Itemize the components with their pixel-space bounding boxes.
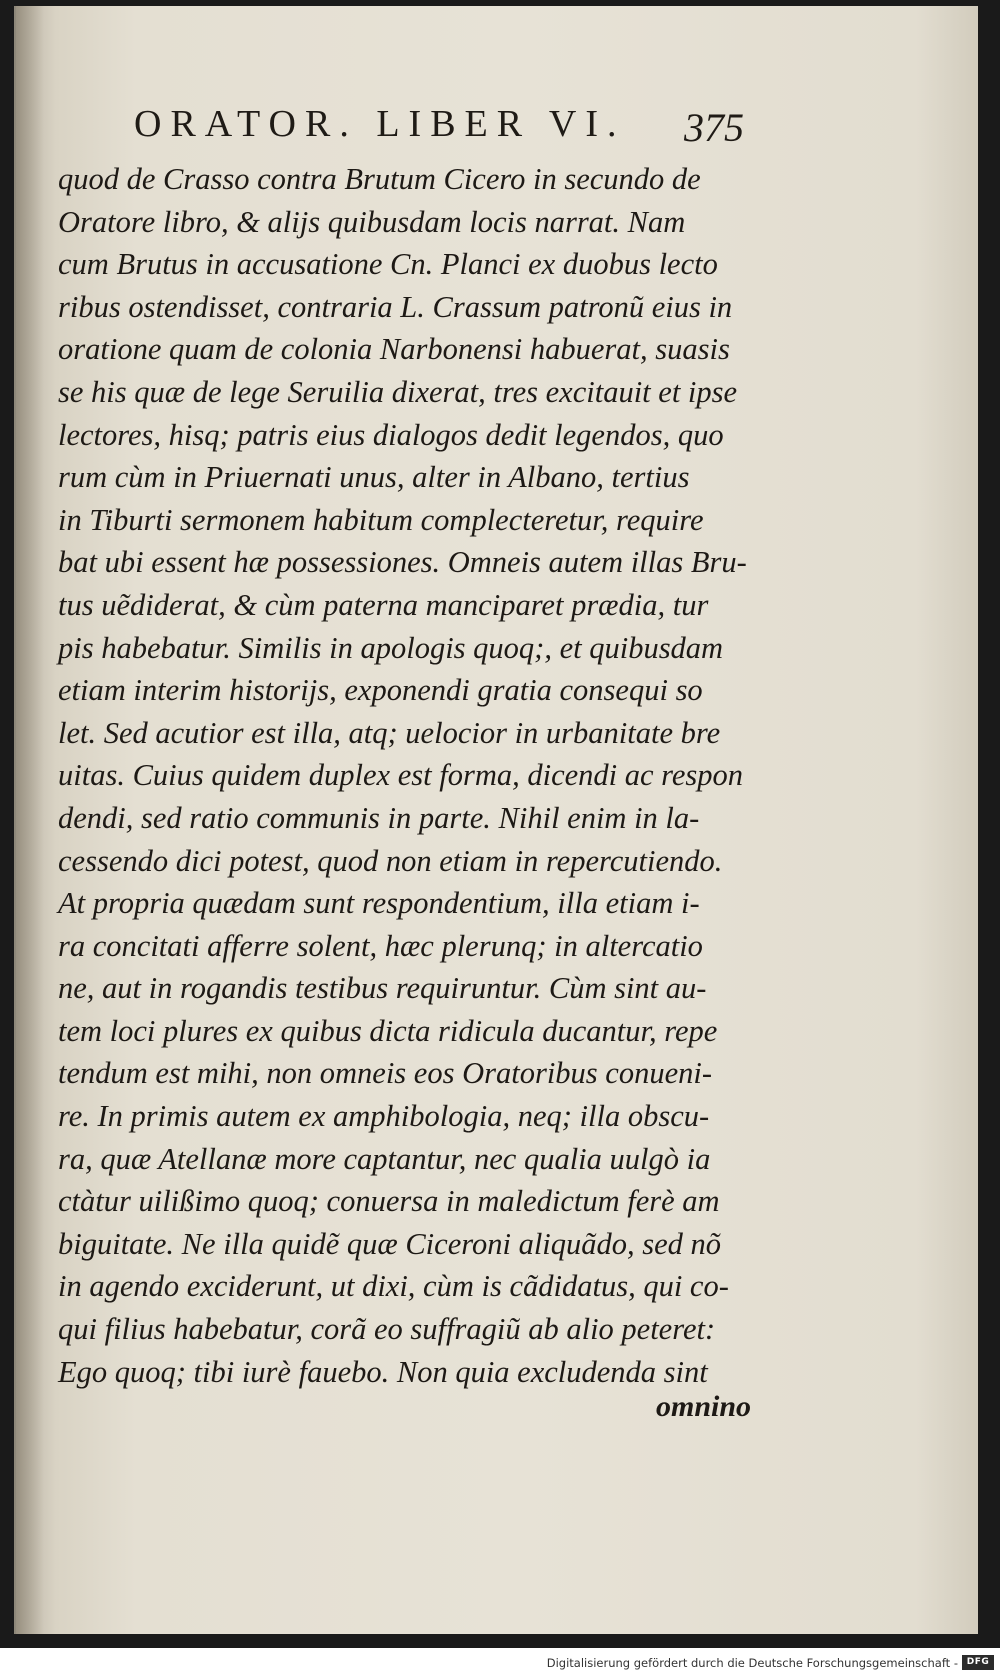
text-line: tendum est mihi, non omneis eos Oratoribus conueni-: [58, 1056, 712, 1091]
text-line: re. In primis autem ex amphibologia, neq; illa obscu-: [58, 1099, 710, 1134]
text-line: ra, quæ Atellanæ more captantur, nec qualia uulgò ia: [58, 1141, 711, 1176]
book-page: [14, 6, 978, 1634]
text-line: tem loci plures ex quibus dicta ridicula ducantur, repe: [58, 1013, 718, 1048]
text-line: let. Sed acutior est illa, atq; uelocior in urbanitate bre: [58, 715, 721, 750]
text-line: quod de Crasso contra Brutum Cicero in secundo de: [58, 162, 701, 196]
text-line: ne, aut in rogandis testibus requiruntur. Cùm sint au-: [58, 971, 707, 1006]
text-line: bat ubi essent hæ possessiones. Omneis autem illas Bru-: [58, 545, 747, 580]
text-line: tus uẽdiderat, & cùm paterna manciparet prædia, tur: [58, 587, 709, 622]
text-line: pis habebatur. Similis in apologis quoq;, et quibusdam: [58, 630, 724, 665]
text-line: ctàtur uilißimo quoq; conuersa in maledictum ferè am: [58, 1184, 720, 1219]
text-line: ra concitati afferre solent, hæc plerunq; in altercatio: [58, 928, 703, 963]
text-line: Oratore libro, & alijs quibusdam locis narrat. Nam: [58, 204, 686, 239]
text-line: lectores, hisq; patris eius dialogos dedit legendos, quo: [58, 417, 724, 452]
text-line: cessendo dici potest, quod non etiam in repercutiendo.: [58, 843, 723, 878]
catchword: omnino: [656, 1390, 752, 1423]
text-line: se his quæ de lege Seruilia dixerat, tres excitauit et ipse: [58, 374, 738, 409]
text-line: ribus ostendisset, contraria L. Crassum patronũ eius in: [58, 289, 733, 324]
running-head: ORATOR. LIBER VI.: [134, 103, 626, 145]
page-number: 375: [684, 105, 744, 150]
text-line: At propria quædam sunt respondentium, illa etiam i-: [58, 886, 700, 921]
text-line: etiam interim historijs, exponendi gratia consequi so: [58, 673, 703, 708]
text-line: in Tiburti sermonem habitum complecteretur, require: [58, 502, 704, 537]
text-line: oratione quam de colonia Narbonensi habuerat, suasis: [58, 332, 730, 367]
text-line: dendi, sed ratio communis in parte. Nihil enim in la-: [58, 800, 700, 835]
text-line: Ego quoq; tibi iurè fauebo. Non quia excludenda sint: [58, 1354, 708, 1389]
body-text: [58, 158, 768, 1393]
text-line: in agendo exciderunt, ut dixi, cùm is cãdidatus, qui co-: [58, 1269, 729, 1304]
funding-credit: Digitalisierung gefördert durch die Deutsche Forschungsgemeinschaft -: [546, 1656, 958, 1670]
dfg-logo-icon: DFG: [962, 1655, 994, 1670]
text-line: cum Brutus in accusatione Cn. Planci ex duobus lecto: [58, 247, 718, 282]
text-line: uitas. Cuius quidem duplex est forma, dicendi ac respon: [58, 758, 744, 793]
text-line: qui filius habebatur, corã eo suffragiũ ab alio peteret:: [58, 1312, 716, 1347]
text-line: rum cùm in Priuernati unus, alter in Albano, tertius: [58, 460, 690, 495]
digitization-footer: [0, 1648, 1000, 1679]
text-line: biguitate. Ne illa quidẽ quæ Ciceroni aliquãdo, sed nõ: [58, 1226, 722, 1261]
